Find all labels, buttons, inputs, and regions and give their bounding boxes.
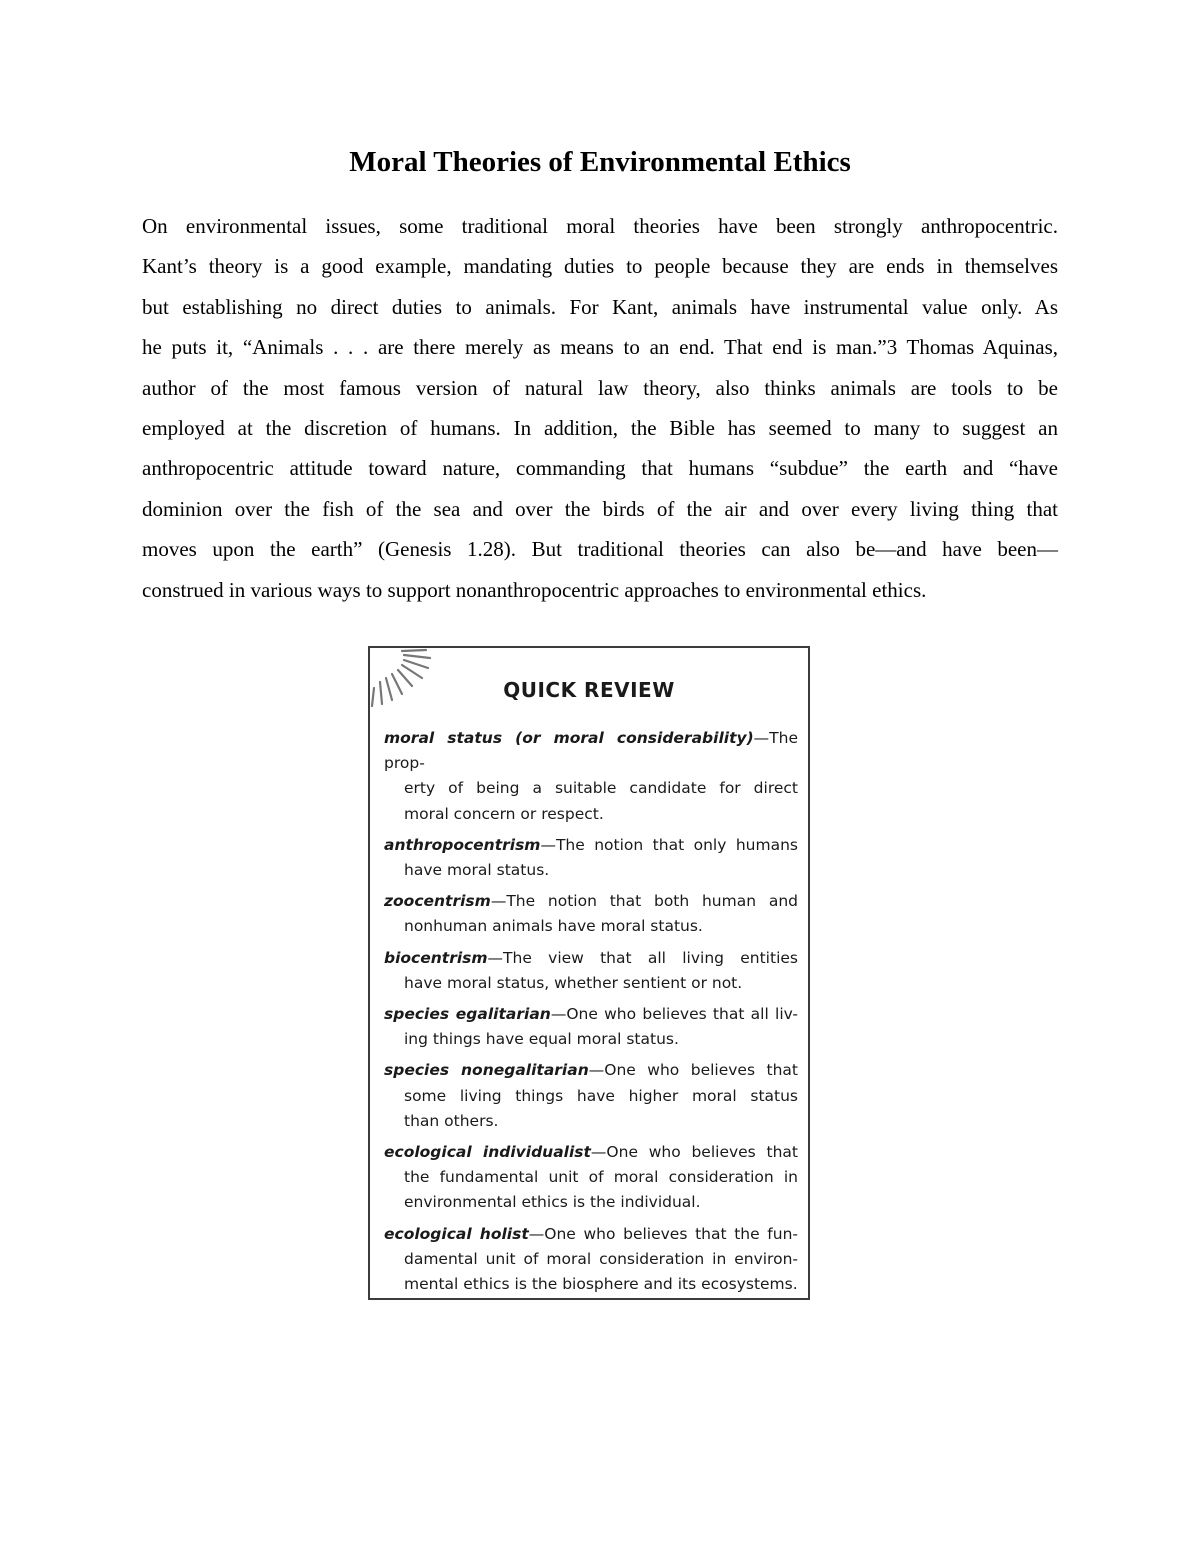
review-definition: than others. [404, 1111, 499, 1130]
paragraph-line: dominion over the fish of the sea and over the birds of the air and over every living thing that [142, 496, 1058, 521]
review-definition: —The notion that both human and [490, 892, 798, 911]
review-term: ecological individualist [384, 1143, 591, 1162]
review-term: species nonegalitarian [384, 1061, 589, 1080]
review-definition: moral concern or respect. [404, 804, 604, 823]
review-definition: ing things have equal moral status. [404, 1030, 679, 1049]
paragraph-line: author of the most famous version of natural law theory, also thinks animals are tools to be [142, 375, 1058, 400]
paragraph-line: construed in various ways to support nonanthropocentric approaches to environmental ethics. [142, 577, 927, 602]
review-definition: damental unit of moral consideration in environ- [404, 1249, 798, 1268]
review-term: anthropocentrism [384, 835, 541, 854]
quick-review-list [384, 726, 798, 1303]
paragraph-line: On environmental issues, some traditional moral theories have been strongly anthropocentric. [142, 214, 1058, 238]
paragraph-line: he puts it, “Animals . . . are there merely as means to an end. That end is man.”3 Thomas Aquinas, [142, 335, 1058, 360]
paragraph-line: moves upon the earth” (Genesis 1.28). But traditional theories can also be—and have been— [142, 537, 1058, 562]
review-definition: have moral status. [404, 861, 550, 880]
quick-review-heading: QUICK REVIEW [503, 678, 675, 702]
review-definition: have moral status, whether sentient or not. [404, 973, 743, 992]
review-entry [384, 889, 798, 939]
paragraph-line: Kant’s theory is a good example, mandating duties to people because they are ends in themselves [142, 254, 1058, 279]
review-definition: environmental ethics is the individual. [404, 1193, 701, 1212]
page-title: Moral Theories of Environmental Ethics [349, 146, 851, 178]
review-definition: mental ethics is the biosphere and its ecosystems. [404, 1275, 798, 1294]
review-definition: erty of being a suitable candidate for direct [404, 779, 798, 798]
review-entry [384, 1058, 798, 1134]
review-term: moral status (or moral considerability) [384, 729, 754, 747]
review-entry [384, 946, 798, 996]
review-entry [384, 1222, 798, 1298]
review-definition: —One who believes that the fun- [528, 1224, 798, 1243]
body-paragraph [142, 206, 1058, 610]
review-entry [384, 833, 798, 883]
review-definition: —The view that all living entities [487, 948, 798, 967]
review-definition: —One who believes that all liv- [550, 1005, 798, 1024]
paragraph-line: employed at the discretion of humans. In addition, the Bible has seemed to many to suggest an [142, 415, 1058, 440]
review-term: biocentrism [384, 948, 488, 967]
review-term: species egalitarian [384, 1005, 551, 1024]
review-definition: some living things have higher moral status [404, 1086, 798, 1105]
review-definition: —One who believes that [588, 1061, 798, 1080]
review-term: zoocentrism [384, 892, 491, 911]
review-definition: the fundamental unit of moral consideration in [404, 1168, 798, 1187]
review-entry [384, 1140, 798, 1216]
review-definition: nonhuman animals have moral status. [404, 917, 703, 936]
paragraph-line: but establishing no direct duties to animals. For Kant, animals have instrumental value only. As [142, 294, 1058, 319]
review-definition: —One who believes that [590, 1143, 798, 1162]
review-entry [384, 726, 798, 827]
review-term: ecological holist [384, 1224, 529, 1243]
review-entry [384, 1002, 798, 1052]
paragraph-line: anthropocentric attitude toward nature, commanding that humans “subdue” the earth and “have [142, 456, 1058, 481]
review-definition: —The prop- [384, 729, 798, 773]
review-definition: —The notion that only humans [540, 835, 798, 854]
quick-review-box [368, 646, 810, 1300]
